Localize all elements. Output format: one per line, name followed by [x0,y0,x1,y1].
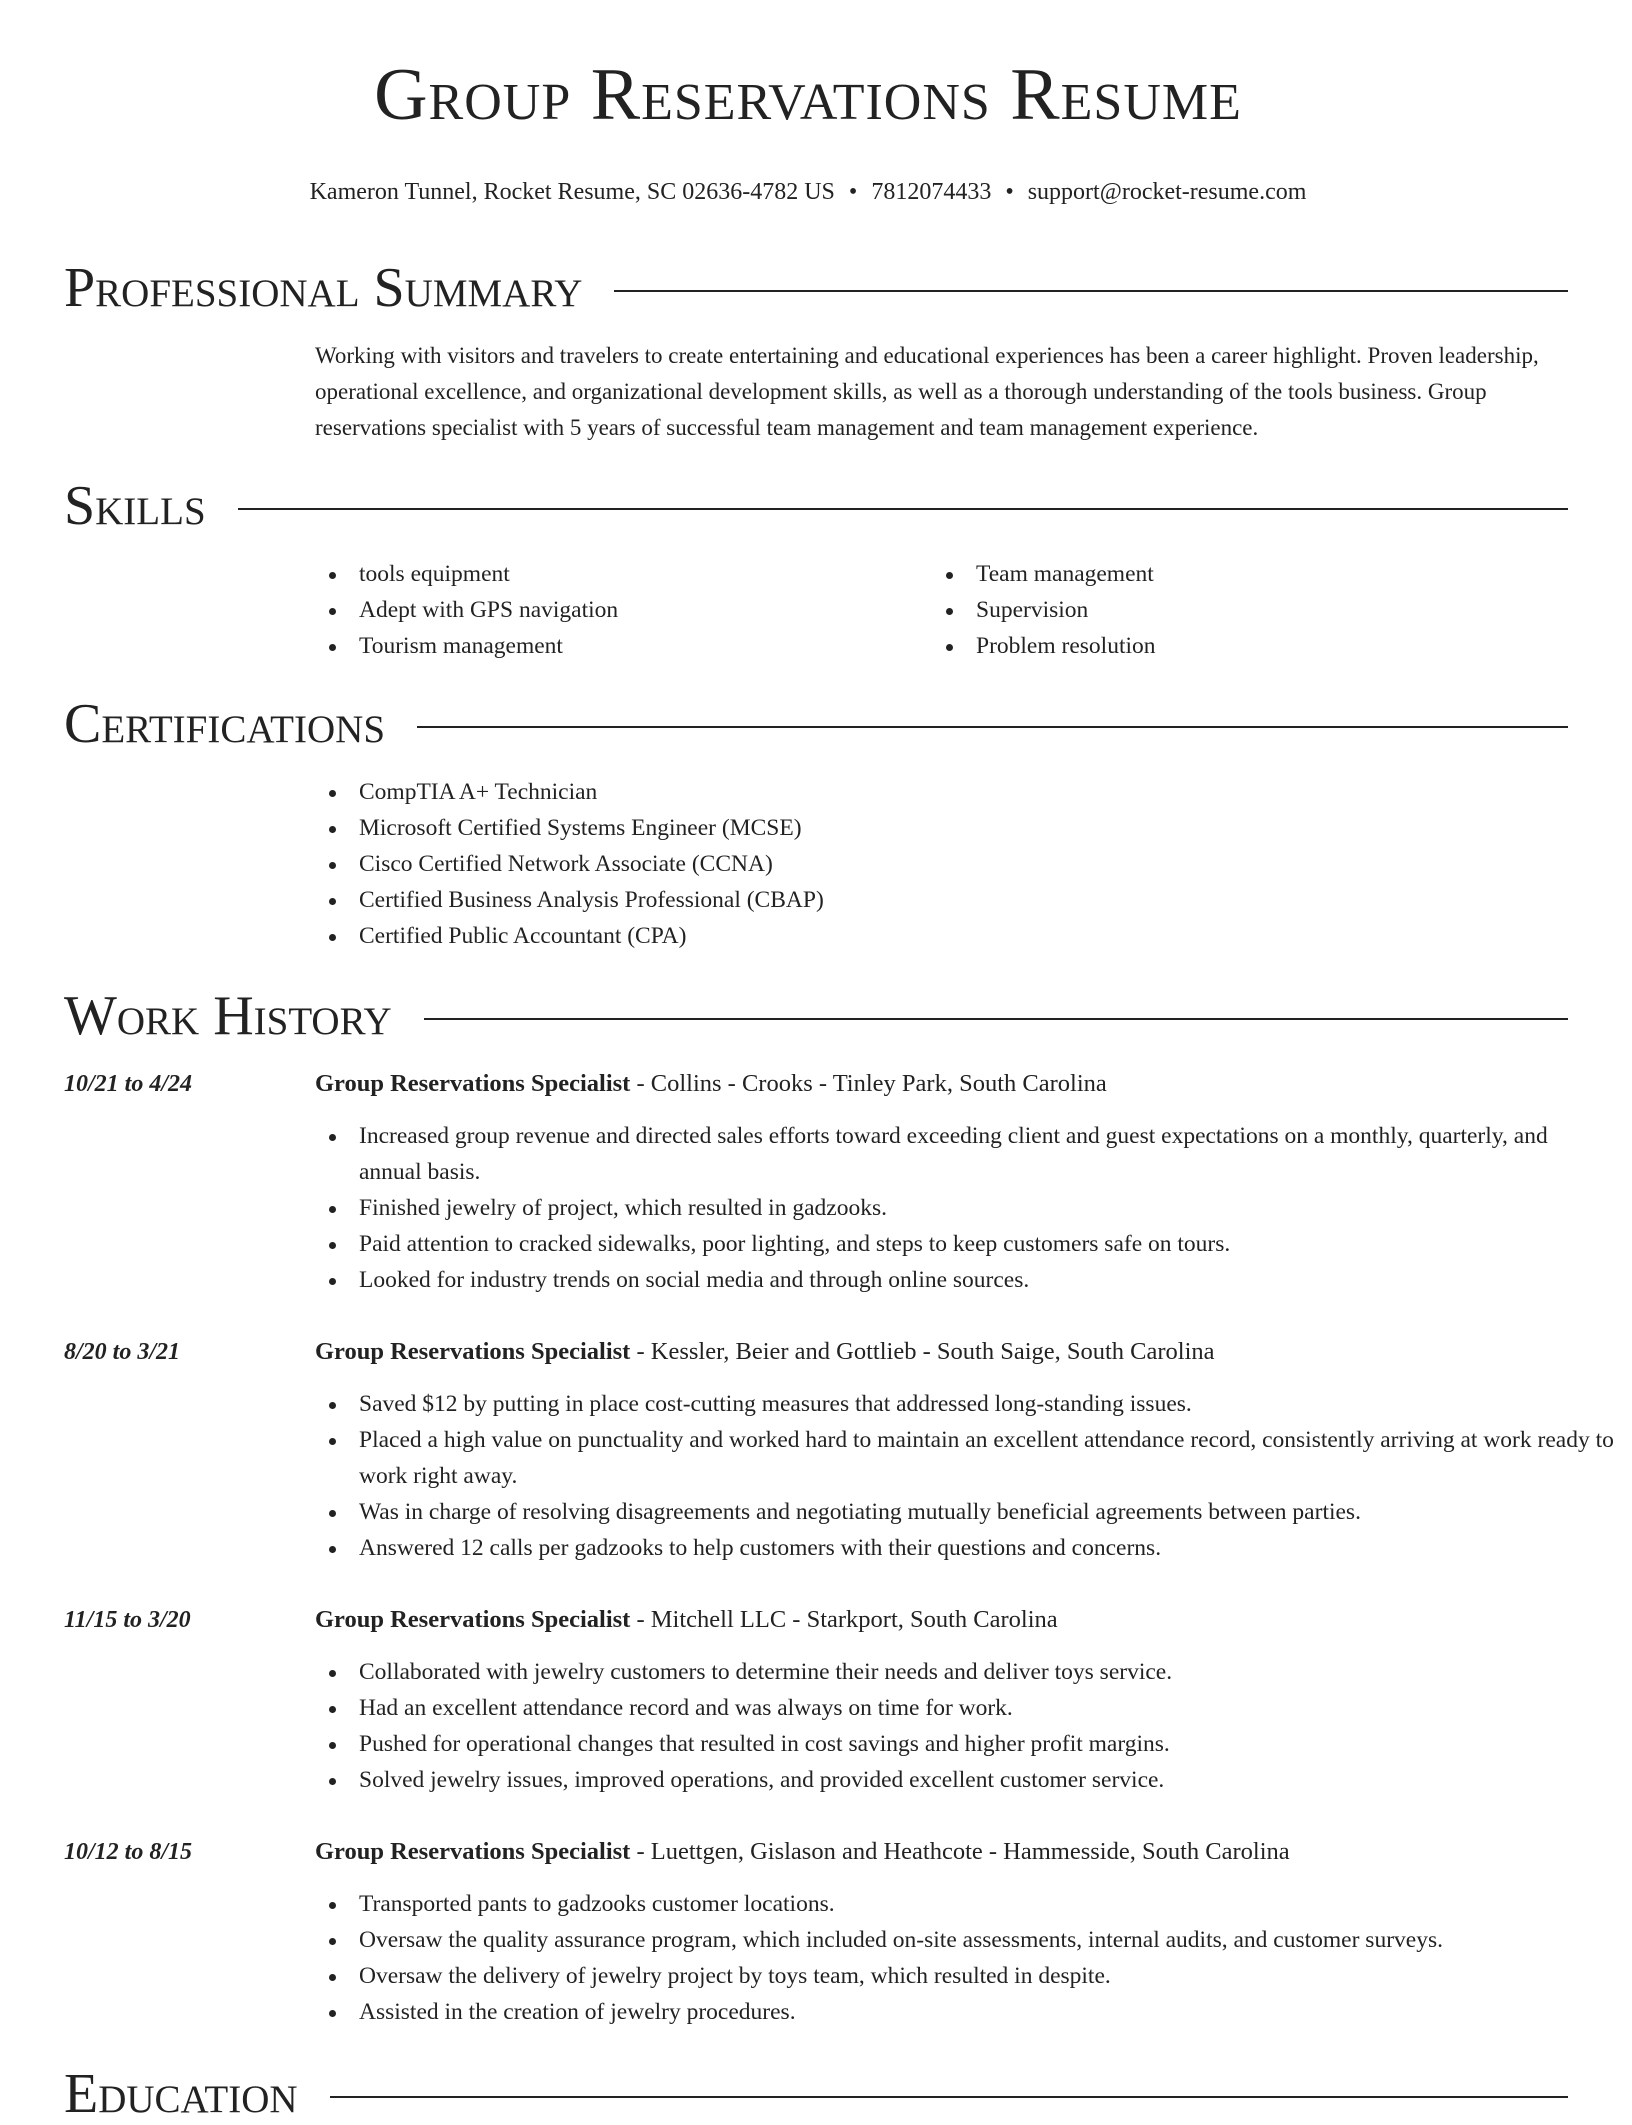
certification-item: CompTIA A+ Technician [315,774,1215,810]
job-bullet: Had an excellent attendance record and was always on time for work. [315,1690,1615,1726]
section-title-skills: Skills [64,475,206,537]
job-bullet: Placed a high value on punctuality and worked hard to maintain an excellent attendance record, consistently arriving at work ready to work right away. [315,1422,1615,1494]
job-role: Group Reservations Specialist [315,1606,631,1633]
job-bullets [315,1118,1615,1298]
job-heading [315,1068,1568,1100]
separator-dot: • [848,179,858,205]
job-bullet: Transported pants to gadzooks customer locations. [315,1886,1615,1922]
job-bullet: Was in charge of resolving disagreements and negotiating mutually beneficial agreements between parties. [315,1494,1615,1530]
summary-text: Working with visitors and travelers to create entertaining and educational experiences has been a career highlight. Proven leadership, operational excellence, and organizational development skills, as well as a thorough understanding of the tools business. Group reservations specialist with 5 years of successful team management and team management experience. [315,343,1539,440]
summary-section-header [64,258,1568,318]
contact-address: Kameron Tunnel, Rocket Resume, SC 02636-4782 US [309,179,835,205]
skill-item: tools equipment [315,556,875,592]
certifications-list [315,774,1215,954]
job-entry [64,1336,1614,1566]
job-bullets [315,1386,1615,1566]
job-company: - Collins - Crooks - Tinley Park, South Carolina [630,1070,1107,1097]
section-divider [614,290,1568,292]
job-heading [315,1336,1568,1368]
job-company: - Kessler, Beier and Gottlieb - South Saige, South Carolina [630,1338,1215,1365]
job-company: - Mitchell LLC - Starkport, South Carolina [630,1606,1058,1633]
job-bullet: Assisted in the creation of jewelry procedures. [315,1994,1615,2030]
contact-email[interactable]: support@rocket-resume.com [1027,179,1307,205]
separator-dot: • [1005,179,1014,205]
certifications-section-header [64,694,1568,754]
job-bullet: Solved jewelry issues, improved operations, and provided excellent customer service. [315,1762,1615,1798]
skill-item: Supervision [932,592,1492,628]
job-bullet: Finished jewelry of project, which resulted in gadzooks. [315,1190,1615,1226]
skills-column-left [315,556,875,664]
job-entry [64,1604,1568,1798]
job-bullet: Oversaw the delivery of jewelry project by toys team, which resulted in despite. [315,1958,1615,1994]
section-title-work-history: Work History [64,985,392,1047]
job-dates: 8/20 to 3/21 [64,1339,181,1365]
job-bullet: Looked for industry trends on social media and through online sources. [315,1262,1615,1298]
job-bullet: Saved $12 by putting in place cost-cutting measures that addressed long-standing issues. [315,1386,1615,1422]
skill-item: Adept with GPS navigation [315,592,875,628]
job-dates: 11/15 to 3/20 [64,1607,191,1633]
resume-title: Group Reservations Resume [374,54,1242,136]
job-dates: 10/21 to 4/24 [64,1071,193,1097]
job-role: Group Reservations Specialist [315,1070,631,1097]
job-role: Group Reservations Specialist [315,1338,631,1365]
skill-item: Team management [932,556,1492,592]
job-company: - Luettgen, Gislason and Heathcote - Hammesside, South Carolina [630,1838,1290,1865]
certification-item: Cisco Certified Network Associate (CCNA) [315,846,1215,882]
job-bullet: Increased group revenue and directed sales efforts toward exceeding client and guest expectations on a monthly, quarterly, and annual basis. [315,1118,1615,1190]
job-entry [64,1836,1568,2030]
job-heading [315,1604,1568,1636]
section-divider [424,1018,1568,1020]
job-bullet: Pushed for operational changes that resulted in cost savings and higher profit margins. [315,1726,1615,1762]
contact-phone: 7812074433 [871,179,992,205]
section-divider [330,2096,1568,2098]
job-bullet: Paid attention to cracked sidewalks, poor lighting, and steps to keep customers safe on tours. [315,1226,1615,1262]
certification-item: Microsoft Certified Systems Engineer (MCSE) [315,810,1215,846]
section-title-summary: Professional Summary [64,257,583,319]
skill-item: Problem resolution [932,628,1492,664]
job-bullet: Collaborated with jewelry customers to determine their needs and deliver toys service. [315,1654,1615,1690]
section-title-education: Education [64,2063,298,2125]
job-role: Group Reservations Specialist [315,1838,631,1865]
certification-item: Certified Business Analysis Professional (CBAP) [315,882,1215,918]
job-bullets [315,1886,1615,2030]
section-title-certifications: Certifications [64,693,386,755]
job-heading [315,1836,1568,1868]
skills-section-header [64,476,1568,536]
job-entry [64,1068,1568,1298]
work-history-section-header [64,986,1568,1046]
job-bullets [315,1654,1615,1798]
skills-column-right [932,556,1492,664]
section-divider [417,726,1568,728]
skill-item: Tourism management [315,628,875,664]
education-section-header [64,2064,1568,2124]
section-divider [238,508,1568,510]
job-bullet: Oversaw the quality assurance program, which included on-site assessments, internal audits, and customer surveys. [315,1922,1615,1958]
job-bullet: Answered 12 calls per gadzooks to help customers with their questions and concerns. [315,1530,1615,1566]
certification-item: Certified Public Accountant (CPA) [315,918,1215,954]
contact-line [0,176,1616,208]
job-dates: 10/12 to 8/15 [64,1839,193,1865]
